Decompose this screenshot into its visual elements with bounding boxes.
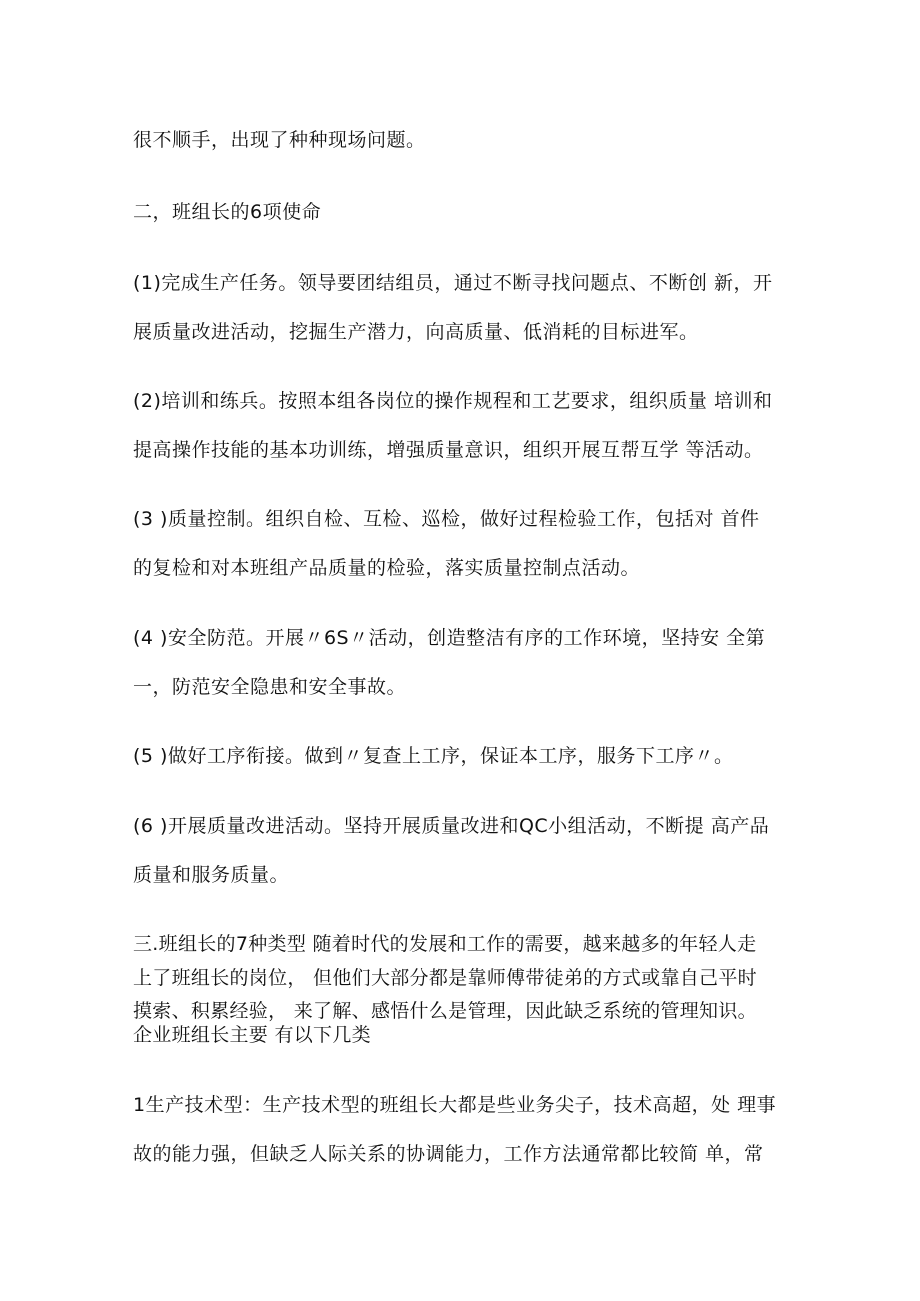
text-line: (1)完成生产任务。领导要团结组员，通过不断寻找问题点、不断创 新，开 <box>133 272 773 294</box>
text-line: 摸索、积累经验， 来了解、感悟什么是管理，因此缺乏系统的管理知识。 <box>133 1000 757 1022</box>
text-line: 故的能力强，但缺乏人际关系的协调能力，工作方法通常都比较简 单，常 <box>133 1143 764 1165</box>
text-line: 很不顺手，出现了种种现场问题。 <box>133 129 426 151</box>
section-heading: 三.班组长的7种类型 随着时代的发展和工作的需要，越来越多的年轻人走 <box>133 933 757 955</box>
text-line: 的复检和对本班组产品质量的检验，落实质量控制点活动。 <box>133 557 641 579</box>
text-line: (4 )安全防范。开展〃6S〃活动，创造整洁有序的工作环境，坚持安 全第 <box>133 627 766 649</box>
text-line: 一，防范安全隐患和安全事故。 <box>133 676 407 698</box>
text-line: (5 )做好工序衔接。做到〃复查上工序，保证本工序，服务下工序〃。 <box>133 745 734 767</box>
text-line: 1生产技术型：生产技术型的班组长大都是些业务尖子，技术高超，处 理事 <box>133 1094 777 1116</box>
text-line: (2)培训和练兵。按照本组各岗位的操作规程和工艺要求，组织质量 培训和 <box>133 390 773 412</box>
text-line: (3 )质量控制。组织自检、互检、巡检，做好过程检验工作，包括对 首件 <box>133 508 760 530</box>
text-line: 提高操作技能的基本功训练，增强质量意识，组织开展互帮互学 等活动。 <box>133 439 764 461</box>
text-line: 上了班组长的岗位， 但他们大部分都是靠师傅带徒弟的方式或靠自己平时 <box>133 967 757 989</box>
section-heading: 二，班组长的6项使命 <box>133 201 322 223</box>
text-line: 质量和服务质量。 <box>133 864 290 886</box>
text-line: (6 )开展质量改进活动。坚持开展质量改进和QC小组活动，不断提 高产品 <box>133 815 770 837</box>
text-line: 企业班组长主要 有以下几类 <box>133 1024 371 1046</box>
text-line: 展质量改进活动，挖掘生产潜力，向高质量、低消耗的目标进军。 <box>133 321 699 343</box>
